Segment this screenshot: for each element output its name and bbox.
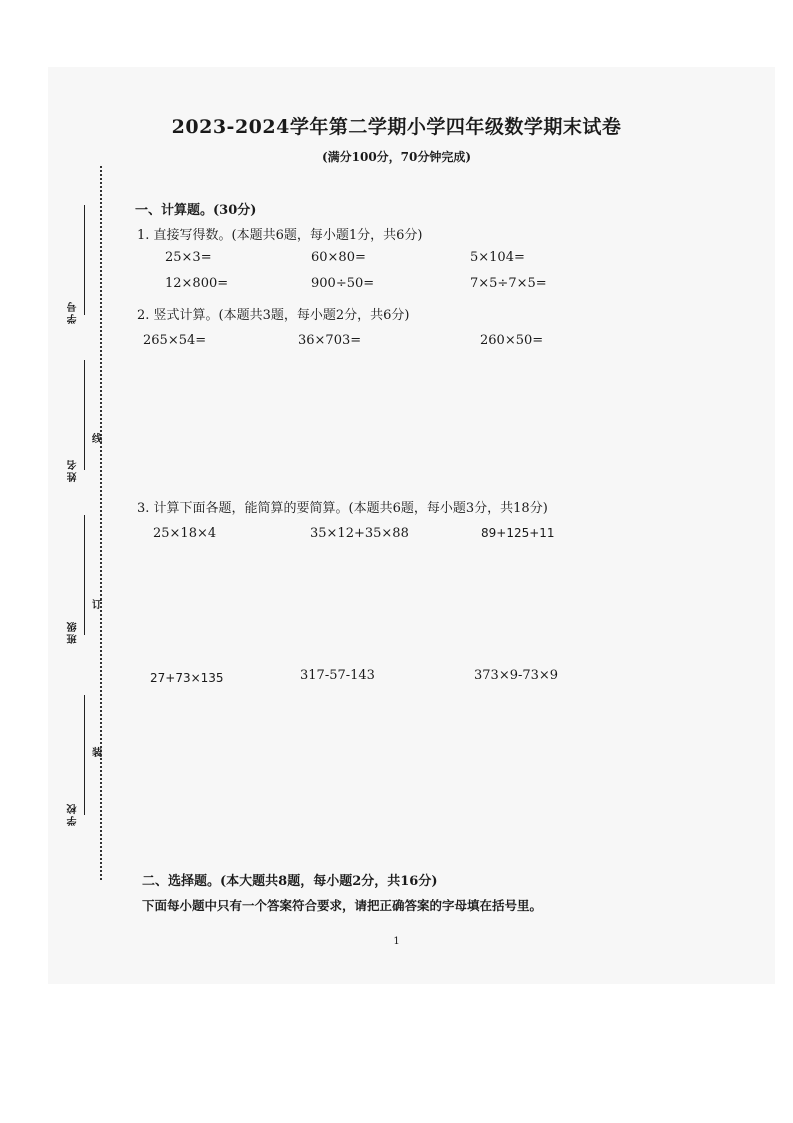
section2-heading: 二、选择题。(本大题共8题，每小题2分，共16分) bbox=[142, 874, 438, 889]
q1-item: 60×80= bbox=[311, 250, 366, 265]
q3-item: 27+73×135 bbox=[150, 671, 224, 685]
page-number: 1 bbox=[393, 936, 400, 947]
q1-item: 7×5÷7×5= bbox=[470, 276, 547, 291]
binding-mark-bind: 装 bbox=[92, 748, 102, 759]
binding-mark-line: 线 bbox=[92, 434, 102, 445]
q1-item: 5×104= bbox=[470, 250, 525, 265]
q2-item: 265×54= bbox=[143, 333, 207, 348]
student-id-label: 学号 bbox=[68, 300, 79, 324]
q2-label: 2. 竖式计算。(本题共3题，每小题2分，共6分) bbox=[137, 308, 410, 323]
school-label: 学校 bbox=[68, 802, 79, 826]
class-label: 班级 bbox=[68, 620, 79, 644]
q1-label: 1. 直接写得数。(本题共6题，每小题1分，共6分) bbox=[137, 228, 423, 243]
section1-heading: 一、计算题。(30分) bbox=[135, 203, 257, 218]
q1-item: 900÷50= bbox=[311, 276, 375, 291]
student-id-underline bbox=[84, 205, 85, 315]
q1-item: 25×3= bbox=[165, 250, 212, 265]
q3-item: 317-57-143 bbox=[300, 668, 375, 683]
binding-dotted-line bbox=[100, 166, 102, 880]
q2-item: 260×50= bbox=[480, 333, 544, 348]
q3-label: 3. 计算下面各题，能简算的要简算。(本题共6题，每小题3分，共18分) bbox=[137, 501, 548, 516]
q1-item: 12×800= bbox=[165, 276, 229, 291]
exam-subtitle: (满分100分，70分钟完成) bbox=[321, 150, 472, 164]
school-underline bbox=[84, 695, 85, 815]
class-underline bbox=[84, 515, 85, 635]
q3-item: 89+125+11 bbox=[481, 526, 555, 540]
section2-instruction: 下面每小题中只有一个答案符合要求，请把正确答案的字母填在括号里。 bbox=[142, 898, 543, 913]
q3-item: 35×12+35×88 bbox=[310, 526, 409, 541]
q3-item: 25×18×4 bbox=[153, 526, 217, 541]
name-label: 姓名 bbox=[68, 458, 79, 482]
name-underline bbox=[84, 360, 85, 470]
exam-title: 2023-2024学年第二学期小学四年级数学期末试卷 bbox=[171, 116, 622, 138]
q2-item: 36×703= bbox=[298, 333, 362, 348]
binding-mark-staple: 订 bbox=[92, 600, 102, 611]
q3-item: 373×9-73×9 bbox=[474, 668, 559, 683]
